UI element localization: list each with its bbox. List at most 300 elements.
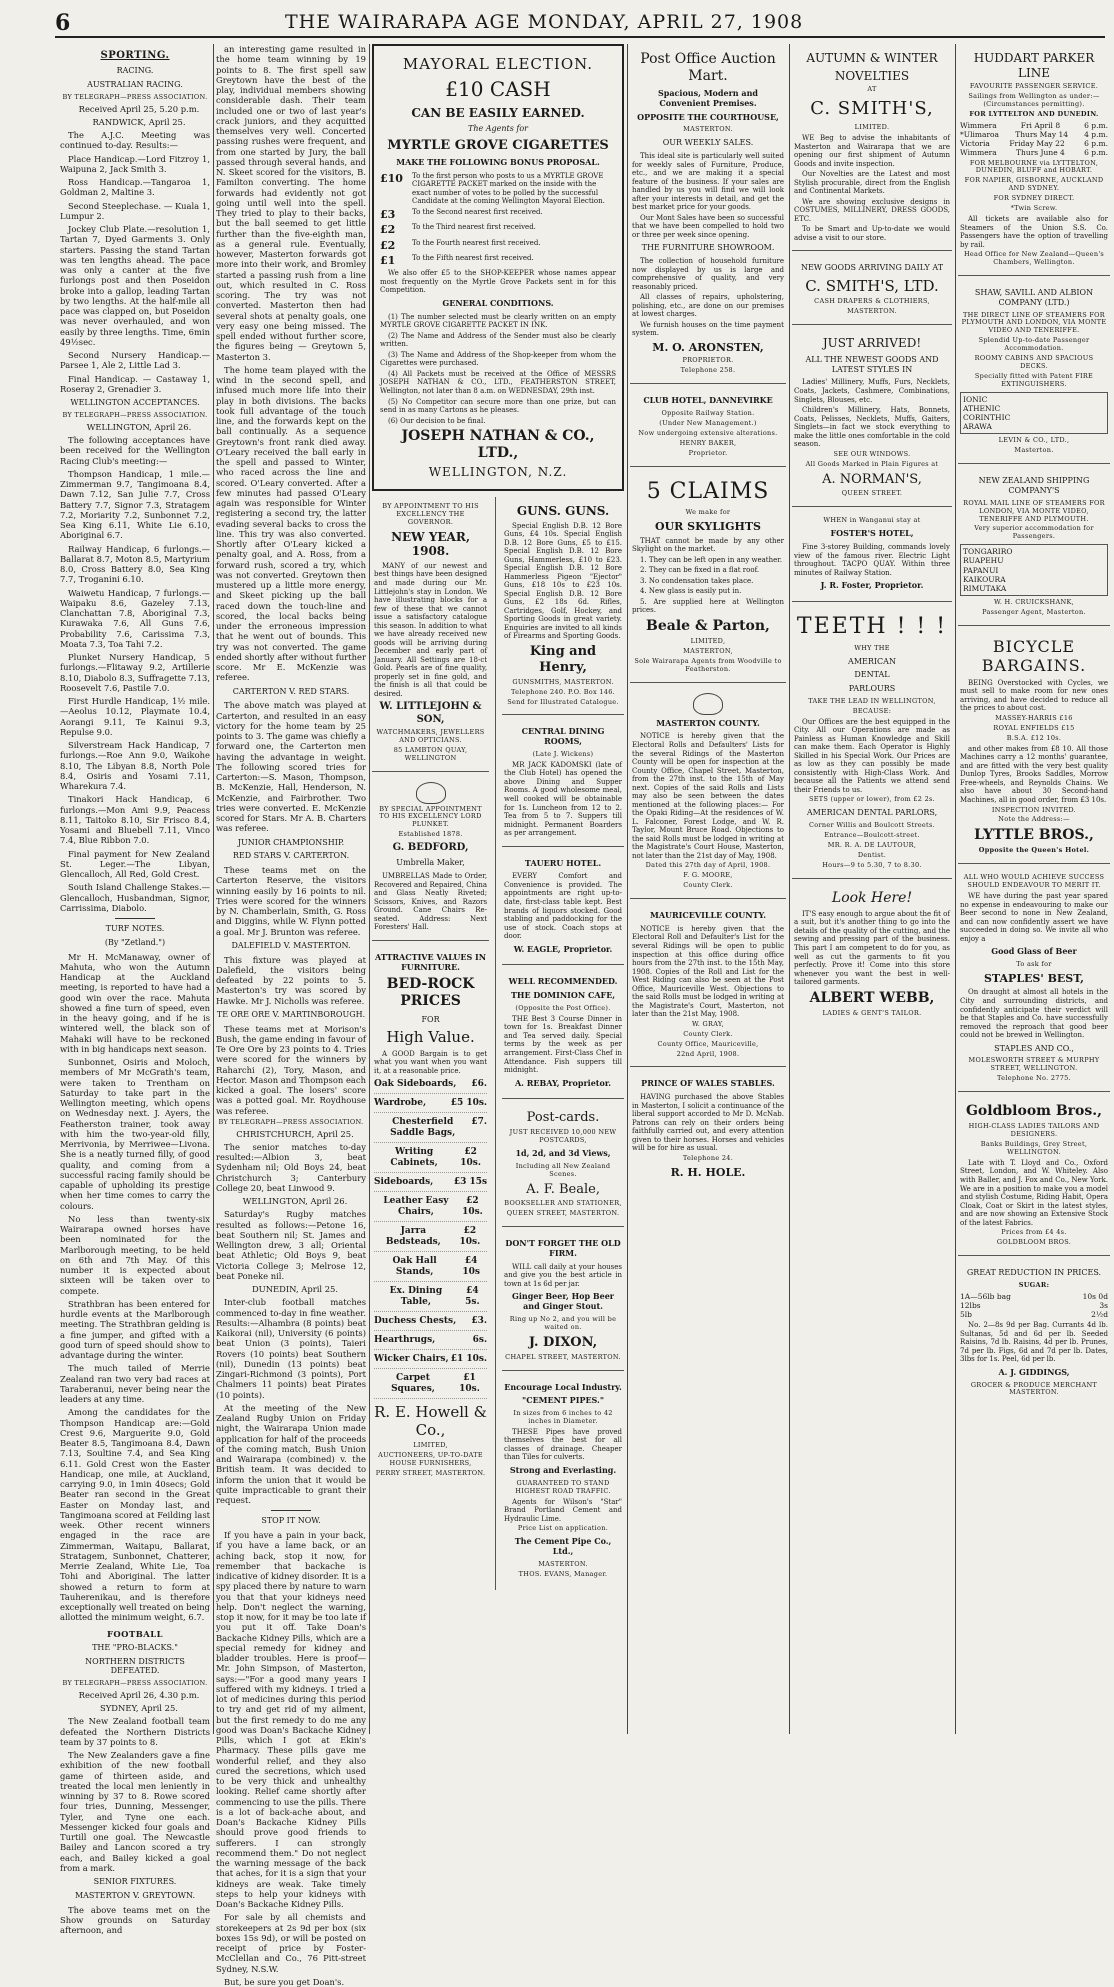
- ad-text: BOOKSELLER AND STATIONER,: [504, 1199, 622, 1208]
- item-name: Oak Sideboards,: [374, 1079, 457, 1090]
- company-name: ALBERT WEBB,: [809, 989, 935, 1006]
- column-advertisements-5: [792, 44, 952, 1734]
- ad-title: High Value.: [386, 1028, 475, 1047]
- paragraph: The above match was played at Carterton, and resulted in an easy victory for the home team by 25 points to 3. The game was chiefly a forward one, the Carterton men having the advantage in weight. The following scored tries for Carterton:—S. Mason, Thompson, B. McKenzie, Hall, Henderson, N. McKenzie, and Fairbrother. Two tries were converted. E. McKenzie scored for Stars. Mr A. B. Charters was referee.: [216, 700, 366, 834]
- ad-text: To be Smart and Up-to-date we would advise a visit to our store.: [794, 225, 950, 242]
- item-name: Duchess Chests,: [374, 1315, 457, 1326]
- ad-text: W. GRAY,: [691, 1019, 725, 1028]
- ad-text: MASTERTON,: [683, 646, 733, 655]
- paragraph: These teams met at Morison's Bush, the game ending in favour of Te Ore Ore by 23 points to 4. Tries were scored for the winners by Raharchi (2), Tory, Mason, and Hector. Mason and Thompson each kicked a goal. The losers' score was a potted goal. Mr. Roydhouse was referee.: [216, 1023, 366, 1116]
- schedule-row: [960, 121, 1108, 130]
- ad-text: Entrance—Boulcott-street.: [824, 831, 920, 840]
- company-name: G. BEDFORD,: [392, 842, 469, 854]
- item-price: £2 10s.: [460, 1147, 481, 1168]
- ad-text: MANY of our newest and best things have been designed and made during our Mr. Littlejohn's stay in London. We have illustrating blocks for a few of these that we cannot issue a satisfactory catalogue this season. In addition to what we have already received new goods will be arriving during December and early part of January. All Settings are 18-ct Gold. Pearls are of fine quality, properly set in fine gold, and the finish is all that could be desired.: [374, 561, 488, 698]
- company-name: W. LITTLEJOHN & SON,: [379, 701, 482, 725]
- dixon-ad: [502, 1231, 624, 1370]
- paragraph: The A.J.C. Meeting was continued to-day. Results:—: [60, 130, 210, 151]
- paragraph: Among the candidates for the Thompson Handicap are:—Gold Crest 9.6, Marguerite 9.0, Gold Beater 8.5, Tangimoana 8.4, Dawn 7.13, Soultine 7.4, and Sea King 6.11. Gold Crest won the Easter Handicap, one mile, at Auckland, carrying 9.0, in 1min 40secs; Gold Beater ran second in the Great Easter on Monday last, and Tangimoana scored at Feilding last week. Other recent winners engaged in the race are Zimmerman, Waitapu, Ballarat, Stratagem, Sunbonnet, Chatterer, Merrie Zealand, White Lie, Toa Tohi and Aboriginal. The latter showed a return to form at Tauherenikau, and is therefore exceptionally well treated on being allotted the minimum weight, 6.7.: [60, 1407, 210, 1623]
- ad-text: PROPRIETOR.: [682, 356, 734, 365]
- dateline: WELLINGTON, April 26.: [86, 421, 192, 432]
- company-name: M. O. ARONSTEN,: [652, 340, 764, 354]
- sail-day: Thurs May 14: [1015, 130, 1068, 140]
- paragraph: The much tailed of Merrie Zealand ran two very bad races at Taraberanui, never being near the leaders at any time.: [60, 1363, 210, 1405]
- paragraph: The above teams met on the Show grounds on Saturday afternoon, and: [60, 1904, 210, 1936]
- paragraph: Second Nursery Handicap.—Parsee 1, Ale 2, Little Lad 3.: [60, 350, 210, 371]
- ad-subhead: THE FURNITURE SHOWROOM.: [641, 243, 775, 253]
- company-name: JOSEPH NATHAN & CO., LTD.,: [401, 428, 595, 462]
- price-item: [374, 1335, 487, 1350]
- ad-subhead: OUR WEEKLY SALES.: [662, 138, 754, 148]
- ad-text: F. G. MOORE,: [683, 871, 733, 880]
- paragraph: The senior matches to-day resulted:—Albion 3, beat Sydenham nil; Old Boys 24, beat Christchurch 3; Canterbury College 20, beat Linwood 9.: [216, 1141, 366, 1193]
- ad-text: WHY THE: [854, 643, 890, 652]
- ad-title: TAUERU HOTEL.: [524, 857, 602, 868]
- ad-text: MASSEY-HARRIS £16: [995, 714, 1073, 723]
- item-price: £1 10s.: [450, 1353, 488, 1364]
- ad-text: On draught at almost all hotels in the City and surrounding districts, and confidently anticipate their verdict will be that Staples and Co. have successfully removed the reproach that good beer could not be brewed in Wellington.: [960, 988, 1108, 1040]
- dateline: RANDWICK, April 25.: [92, 116, 186, 127]
- dominion-cafe-ad: [502, 969, 624, 1099]
- ad-text: Telephone 240. P.O. Box 146.: [511, 687, 616, 696]
- ad-text: ROYAL ENFIELDS £15: [993, 723, 1075, 732]
- paragraph: Inter-club football matches commenced to-day in fine weather. Results:—Alhambra (8 points) beat Kaikorai (nil), University (6 points) beat Union (3 points), Taieri Rovers (10 points) beat Southern (nil), Dunedin (13 points) beat Zingari-Richmond (3 points), Port Chalmers 11 points) beat Pirates (10 points).: [216, 1297, 366, 1400]
- ad-text: *Twin Screw.: [1010, 204, 1058, 213]
- item-name: Writing Cabinets,: [390, 1147, 438, 1168]
- section-heading: SPORTING.: [100, 50, 170, 61]
- price-item: [374, 1286, 487, 1312]
- ad-title: NEW GOODS ARRIVING DAILY AT: [800, 263, 944, 273]
- price-list: [960, 1292, 1108, 1319]
- paragraph: The following acceptances have been received for the Wellington Racing Club's meeting:—: [60, 435, 210, 466]
- column-rule: [955, 44, 956, 1734]
- paragraph: Waiwetu Handicap, 7 furlongs.—Waipaku 8.6, Gazeley 7.13, Clanchattan 7.8, Aboriginal 7.3, Kurawaka 7.6, All Guns 7.6, Probability 7.6, Carissima 7.3, Moata 7.3, Toa Tahi 7.2.: [60, 587, 210, 649]
- ad-text: Masterton.: [1014, 446, 1054, 455]
- company-name: J. DIXON,: [528, 1334, 598, 1350]
- paragraph: Final payment for New Zealand St. Leger.—The Libyan, Glencalloch, All Red, Gold Crest.: [60, 848, 210, 880]
- ad-text: and other makes from £8 10. All those Machines carry a 12 months' guarantee, and are fitted with the very best quality Dunlop Tyres, Brooks Saddles, Morrow Free-wheels, and Reynolds Chains. We also have about 30 Second-hand Machines, all in good order, from £3 10s.: [960, 744, 1108, 804]
- prize-row: [380, 254, 616, 267]
- item-price: £4 5s.: [465, 1285, 480, 1307]
- guns-ad: [502, 497, 624, 716]
- ad-text: 1d, 2d, and 3d Views,: [515, 1148, 611, 1159]
- ad-text: AUCTIONEERS, UP-TO-DATE HOUSE FURNISHERS,: [378, 1451, 483, 1467]
- ad-title: PRINCE OF WALES STABLES.: [641, 1078, 775, 1089]
- item-name: Jarra Bedsteads,: [385, 1225, 441, 1247]
- ad-text: LADIES & GENT'S TAILOR.: [822, 1008, 922, 1017]
- ad-subhead: PARLOURS: [848, 684, 896, 694]
- ad-subhead: DENTAL: [854, 670, 890, 680]
- ad-title: NOVELTIES: [834, 68, 910, 83]
- huddart-parker-ad: [958, 44, 1110, 276]
- ad-text: FOR: [421, 1014, 440, 1024]
- sub-heading: CARTERTON V. RED STARS.: [232, 686, 350, 696]
- company-name: King and Henry,: [529, 643, 597, 675]
- prize-text: To the Second nearest first received.: [412, 207, 543, 216]
- ad-text: INSPECTION INVITED.: [991, 805, 1077, 814]
- price-item: [374, 1316, 487, 1331]
- sub-heading: STOP IT NOW.: [261, 1516, 321, 1526]
- ad-text: The Agents for: [467, 124, 528, 134]
- club-hotel-ad: [630, 388, 786, 466]
- ship-name: Wimmera: [960, 148, 997, 158]
- ad-subhead: MAKE THE FOLLOWING BONUS PROPOSAL.: [396, 156, 600, 167]
- column-advertisements-3: [372, 44, 624, 1734]
- item-price: £1 10s.: [459, 1372, 480, 1394]
- prize-amount: £3: [380, 207, 396, 221]
- paragraph: The New Zealanders gave a fine exhibition of the new football game of thirteen aside, and treated the local men leniently in winning by 37 to 8. Rowe scored four tries, Dunning, Messenger, Tyler, and Tyne one each. Messenger kicked four goals and Turtill one goal. The Newcastle Bailey and Lancon scored a try each, and Bailey kicked a goal from a mark.: [60, 1750, 210, 1873]
- ad-text: Our Mont Sales have been so successful that we have been compelled to hold two or three per week since opening.: [632, 213, 784, 239]
- ad-text: HENRY BAKER,: [679, 438, 737, 447]
- ad-subhead: SUGAR:: [1018, 1280, 1050, 1289]
- ship-name: IONIC: [963, 394, 988, 404]
- price-item: [374, 1196, 487, 1222]
- ad-title: MASTERTON COUNTY.: [656, 717, 760, 728]
- cement-pipes-ad: [502, 1375, 624, 1587]
- price-item: [960, 1292, 1108, 1301]
- paragraph: Tinakori Hack Handicap, 6 furlongs.—Mon Ami 9.9, Peacess 8.11, Taitoko 8.10, Sir Frisco 8.4, Yosami and Bluebell 7.11, Vinco 7.4, Blue Ribbon 7.0.: [60, 794, 210, 846]
- ship-name: PAPANUI: [963, 565, 999, 575]
- company-city: WELLINGTON, N.Z.: [428, 465, 568, 480]
- ad-title: DON'T FORGET THE OLD FIRM.: [505, 1238, 621, 1259]
- column-sporting: [60, 44, 210, 1936]
- ad-text: NOTICE is hereby given that the Electoral Rolls and Defaulters' Lists for the several Ridings of the Masterton County will be open for inspection at the County Office, Chapel Street, Masterton, from the 27th inst. to the 15th of May next. Copies of the said Rolls and Lists may also be seen between the dates mentioned at the following places:— For the Opaki Riding—At the residences of W. L. Falconer, Forest Lodge, and W. R. Taylor, Mount Bruce Road. Objections to the said Rolls must be lodged in writing at the Magistrate's Court House, Masterton, not later than the 21st day of May, 1908.: [632, 732, 784, 860]
- conditions-list: [380, 313, 616, 425]
- masthead-title: THE WAIRARAPA AGE MONDAY, APRIL 27, 1908: [285, 11, 804, 33]
- sub-heading: SENIOR FIXTURES.: [93, 1877, 177, 1887]
- ship-name: Wimmera: [960, 120, 997, 130]
- ad-text: All Goods Marked in Plain Figures at: [805, 459, 939, 468]
- company-name: STAPLES AND CO.,: [994, 1043, 1074, 1053]
- ad-text: County Office, Mauriceville,: [657, 1039, 759, 1048]
- proprietor: A. REBAY, Proprietor.: [514, 1077, 612, 1088]
- item-price: £6.: [471, 1079, 488, 1090]
- ship-name: CORINTHIC: [963, 413, 1011, 423]
- ad-title: BICYCLE BARGAINS.: [981, 636, 1087, 676]
- prize-amount: £2: [380, 223, 396, 237]
- ad-subhead: AMERICAN DENTAL PARLORS,: [806, 808, 938, 818]
- ad-text: Dated this 27th day of April, 1908.: [645, 861, 771, 870]
- ship-list: [960, 392, 1108, 435]
- ad-text: Sole Wairarapa Agents from Woodville to Featherston.: [634, 656, 782, 673]
- ad-text: HAVING purchased the above Stables in Masterton, I solicit a continuance of the liberal support accorded to Mr D. McNab. Patrons can rely on their orders being faithfully carried out, and every attention given to their horses. Horses and vehicles will be for hire as usual.: [632, 1093, 784, 1153]
- price-item: [960, 1310, 1108, 1319]
- claim-item: 1. They can be left open in any weather.: [640, 555, 783, 564]
- company-name: A. F. Beale,: [526, 1181, 600, 1197]
- ad-title: BED-ROCK PRICES: [386, 976, 475, 1010]
- claim-item: 2. They can be fixed in a flat roof.: [640, 566, 760, 575]
- column-rule: [789, 44, 790, 1734]
- ad-text: Corner Willis and Boulcott Streets.: [809, 821, 935, 830]
- price-item: [374, 1256, 487, 1282]
- ad-title: NEW YEAR, 1908.: [391, 529, 471, 559]
- company-name: Goldbloom Bros.,: [965, 1103, 1103, 1120]
- dateline: DUNEDIN, April 25.: [251, 1284, 339, 1295]
- sub-heading: THE "PRO-BLACKS.": [92, 1642, 178, 1652]
- paragraph: The New Zealand football team defeated the Northern Districts team by 37 points to 8.: [60, 1716, 210, 1747]
- item-name: 12lbs: [960, 1300, 981, 1310]
- ad-text: MOLESWORTH STREET & MURPHY STREET, WELLINGTON.: [968, 1056, 1100, 1073]
- company-name: A. J. GIDDINGS,: [998, 1366, 1070, 1377]
- item-name: Wardrobe,: [374, 1098, 427, 1109]
- paragraph: At the meeting of the New Zealand Rugby Union on Friday night, the Wairarapa Union made application for half of the proceeds of the coming match, Bush Union and Wairarapa (combined) v. the British team. It was decided to inform the union that it would be quite impracticable to grant their request.: [216, 1402, 366, 1506]
- item-price: £5 10s.: [450, 1098, 488, 1109]
- claim-item: 4. New glass is easily put in.: [640, 587, 742, 596]
- ad-subhead: FOR NAPIER, GISBORNE, AUCKLAND AND SYDNEY.: [964, 176, 1104, 193]
- ad-text: We are showing exclusive designs in COSTUMES, MILLINERY, DRESS GOODS, ETC.: [794, 197, 950, 223]
- ad-text: UMBRELLAS Made to Order, Recovered and Repaired, China and Glass Neatly Riveted; Scissors, Knives, and Razors Ground. Cane Chairs Re-seated. Address: Next Foresters' Hall.: [374, 872, 488, 932]
- ship-name: ATHENIC: [963, 403, 1001, 413]
- dining-rooms-ad: [502, 719, 624, 846]
- smith-new-goods-ad: [792, 255, 952, 325]
- ad-text: (Under New Management.): [659, 418, 757, 427]
- sail-time: 6 p.m.: [1084, 139, 1108, 149]
- ship-name: TONGARIRO: [963, 547, 1013, 557]
- item-price: £3 15s: [453, 1176, 488, 1187]
- item-name: Sideboards,: [374, 1176, 434, 1187]
- byline: BY TELEGRAPH—PRESS ASSOCIATION.: [62, 1679, 208, 1688]
- byline: BY TELEGRAPH—PRESS ASSOCIATION.: [62, 410, 208, 419]
- ad-title: Post Office Auction Mart.: [640, 51, 776, 85]
- brand-name: STAPLES' BEST,: [983, 972, 1085, 986]
- dateline: CHRISTCHURCH, April 25.: [236, 1128, 354, 1139]
- postcards-ad: [502, 1103, 624, 1227]
- paragraph: For sale by all chemists and storekeepers at 2s 9d per box (six boxes 15s 9d), or will be posted on receipt of price by Foster-McClellan and Co., 76 Pitt-street Sydney, N.S.W.: [216, 1912, 366, 1974]
- ad-text: Telephone No. 2775.: [997, 1074, 1071, 1083]
- ad-text: THOS. EVANS, Manager.: [518, 1569, 608, 1578]
- prize-text: To the first person who posts to us a MYRTLE GROVE CIGARETTE PACKET marked on the inside with the exact number of votes to be polled by the successful Candidate at the coming Wellington Mayoral Election.: [412, 171, 605, 206]
- ad-text: We make for: [685, 508, 731, 517]
- ad-text: Opposite the Queen's Hotel.: [978, 846, 1090, 855]
- ad-text: MR. R. A. DE LAUTOUR,: [827, 841, 917, 849]
- sub-heading: MASTERTON V. GREYTOWN.: [74, 1890, 196, 1900]
- paragraph: Plunket Nursery Handicap, 5 furlongs.—Flitaway 9.2, Artillerie 8.10, Diabolo 8.3, Suffragette 7.13, Roosevelt 7.6, Pastile 7.0.: [60, 652, 210, 693]
- ad-text: Very superior accommodation for Passengers.: [974, 524, 1094, 541]
- item-price: £3.: [471, 1315, 488, 1326]
- dateline: WELLINGTON, April 26.: [242, 1196, 348, 1207]
- skylights-ad: [630, 471, 786, 683]
- company-name: C. SMITH'S, LTD.: [805, 277, 939, 296]
- sail-day: Thurs June 4: [1016, 148, 1065, 158]
- ad-text: Head Office for New Zealand—Queen's Chambers, Wellington.: [963, 250, 1105, 267]
- prize-text: To the Fifth nearest first received.: [412, 254, 534, 263]
- ad-text: Established 1878.: [398, 830, 463, 839]
- ad-text: Note the Address:—: [998, 815, 1070, 824]
- ad-text: CHAPEL STREET, MASTERTON.: [505, 1352, 621, 1361]
- ad-title: FOSTER'S HOTEL,: [830, 528, 914, 539]
- ad-text: BEING Overstocked with Cycles, we must sell to make room for new ones arriving, and have decided to reduce all the prices to about cost.: [960, 678, 1108, 713]
- ad-title: Look Here!: [831, 889, 913, 906]
- ad-text: NOTICE is hereby given that the Electoral Roll and Defaulter's List for the several Ridings will be open to public inspection at this office during office hours from the 27th inst. to the 15th May, 1908. Copies of the Roll and List for the West Riding can also be seen at the Post Office, Mauriceville West. Objections to the said Rolls must be lodged in writing at the Magistrate's Court, Masterton, not later than the 21st May, 1908.: [632, 924, 784, 1019]
- sub-heading: DALEFIELD V. MASTERTON.: [231, 940, 351, 950]
- ship-name: KAIKOURA: [963, 574, 1006, 584]
- ad-text: Banks Buildings, Grey Street, WELLINGTON.: [980, 1140, 1088, 1156]
- prize-amount: £10: [380, 171, 403, 185]
- ad-subhead: WELL RECOMMENDED.: [508, 976, 618, 987]
- paragraph: Saturday's Rugby matches resulted as follows:—Petone 16, beat Southern nil; St. James and Wellington drew, 3 all; Oriental beat Athletic; Old Boys 9, beat Victoria College 3; Melrose 12, beat Poneke nil.: [216, 1209, 366, 1281]
- claim-item: 5. Are supplied here at Wellington prices.: [632, 597, 784, 615]
- paragraph: No less than twenty-six Wairarapa owned horses have been nominated for the Marlborough meeting, to be held on 6th and 7th May. Of this number it is expected about sixteen will be taken over to compete.: [60, 1213, 210, 1296]
- page-number: 6: [55, 10, 71, 36]
- norman-ad: [792, 329, 952, 507]
- ad-text: Fine 3-storey Building, commands lovely view of the famous river. Electric Light throughout. TACPO QUAY. Within three minutes of Railway Station.: [794, 542, 950, 577]
- byline: BY TELEGRAPH—PRESS ASSOCIATION.: [218, 1117, 364, 1126]
- ad-text: W. H. CRUICKSHANK,: [993, 598, 1075, 607]
- royal-crest-icon: [416, 782, 446, 804]
- paragraph: Sunbonnet, Osiris and Moloch, members of Mr McGrath's team, were taken to Trentham on Saturday to take part in the Wellington meeting, which opens on Wednesday next. J. Ayers, the Featherston trainer, took away with him the two-year-old filly, Merrivonia, by Merriwee—Livona. She is a neatly turned filly, of good quality, and coming from a successful racing family should be capable of upholding its prestige when her time comes to carry the colours.: [60, 1057, 210, 1211]
- paragraph: Final Handicap. — Castaway 1, Roseray 2, Grenadier 3.: [60, 373, 210, 394]
- ad-text: LIMITED,: [413, 1441, 448, 1450]
- ad-text: JUST RECEIVED 10,000 NEW POSTCARDS,: [509, 1128, 617, 1145]
- sub-heading: TE ORE ORE V. MARTINBOROUGH.: [216, 1009, 366, 1019]
- ad-subhead: CAN BE EASILY EARNED.: [411, 105, 585, 120]
- company-name: Beale & Parton,: [646, 617, 770, 634]
- schedule-row: [960, 148, 1108, 157]
- paragraph: Ross Handicap.—Tangaroa 1, Goldman 2, Maltine 3.: [60, 177, 210, 198]
- ad-text: Splendid Up-to-date Passenger Accommodation.: [978, 336, 1090, 353]
- foster-hotel-ad: [792, 511, 952, 602]
- ad-text: Prices from £4 4s.: [1001, 1228, 1067, 1237]
- ad-text: WE Beg to advise the inhabitants of Masterton and Wairarapa that we are opening our first shipment of Autumn Goods and invite inspection.: [794, 134, 950, 168]
- company-name: The Cement Pipe Co., Ltd.,: [514, 1536, 612, 1556]
- ad-text: Late with T. Lloyd and Co., Oxford Street, London, and W. Whiteley. Also with Baller, and J. Fox and Co., New York. We are in a position to make you a model and stylish Costume, Riding Habit, Opera Cloak, Coat or Skirt in the latest styles, and are now showing an Extensive Stock of the latest Fabrics.: [960, 1158, 1108, 1227]
- coat-of-arms-icon: [693, 693, 723, 715]
- item-price: £2 10s.: [459, 1225, 481, 1247]
- paragraph: This fixture was played at Dalefield, the visitors being defeated by 22 points to 5. Masterton's try was scored by Hawke. Mr J. Nicholls was referee.: [216, 954, 366, 1006]
- ship-name: RUAPEHU: [963, 556, 1004, 566]
- paragraph: First Hurdle Handicap, 1½ mile.—Aeolus 10.12, Playmate 10.4, Aorangi 9.11, Te Kainui 9.3, Repulse 9.0.: [60, 696, 210, 737]
- ad-text: GUARANTEED TO STAND HIGHEST ROAD TRAFFIC.: [515, 1478, 611, 1495]
- column-rule: [627, 44, 628, 1734]
- schedule-row: [960, 130, 1108, 139]
- ad-text: 85 LAMBTON QUAY, WELLINGTON: [393, 745, 468, 762]
- ship-name: RIMUTAKA: [963, 583, 1007, 593]
- ad-text: A GOOD Bargain is to get what you want when you want it, at a reasonable price.: [374, 1049, 488, 1075]
- paragraph: Second Steeplechase. — Kuala 1, Lumpur 2.: [60, 200, 210, 221]
- ad-subhead: GENERAL CONDITIONS.: [442, 298, 554, 309]
- ad-subhead: OUR SKYLIGHTS: [654, 520, 761, 534]
- price-item: [374, 1147, 487, 1173]
- sub-heading: TURF NOTES.: [105, 924, 165, 934]
- item-name: Leather Easy Chairs,: [383, 1195, 449, 1217]
- price-item: [374, 1373, 487, 1399]
- giddings-ad: [958, 1260, 1110, 1405]
- ad-title: 5 CLAIMS: [646, 478, 770, 504]
- dateline: SYDNEY, April 25.: [100, 1703, 178, 1714]
- column-football: [216, 44, 366, 1987]
- ad-title: "CEMENT PIPES.": [522, 1395, 604, 1406]
- item-name: Chesterfield Saddle Bags,: [390, 1117, 456, 1139]
- ad-title: GREAT REDUCTION IN PRICES.: [966, 1268, 1102, 1278]
- sub-heading: NORTHERN DISTRICTS DEFEATED.: [85, 1656, 185, 1676]
- ad-text: SEE OUR WINDOWS.: [833, 449, 911, 458]
- ad-text: LIMITED.: [854, 123, 890, 132]
- claims-list: [632, 556, 784, 615]
- ad-subhead: FOR MELBOURNE via LYTTELTON, DUNEDIN, BLUFF and HOBART.: [969, 158, 1099, 175]
- ad-text: THAT cannot be made by any other Skylight on the market.: [632, 536, 784, 554]
- masterton-county-notice: [630, 687, 786, 899]
- ad-title: GUNS. GUNS.: [516, 503, 610, 518]
- company-name: R. H. HOLE.: [670, 1165, 746, 1179]
- littlejohn-ad: [372, 497, 489, 772]
- ad-text: Passenger Agent, Masterton.: [982, 607, 1086, 616]
- ad-title: Post-cards.: [526, 1110, 600, 1126]
- ad-text: Agents for Wilson's "Star" Brand Portland Cement and Hydraulic Lime.: [504, 1497, 622, 1523]
- condition-item: (2) The Name and Address of the Sender must also be clearly written.: [380, 331, 616, 349]
- ad-text: THE Best 3 Course Dinner in town for 1s. Breakfast Dinner and Tea served daily. Special terms by the week as per arrangement. First-Class Chef in Attendance. Fish suppers till midnight.: [504, 1014, 622, 1075]
- column-advertisements-6: [958, 44, 1110, 1734]
- ad-text: OPPOSITE THE COURTHOUSE,: [637, 111, 779, 122]
- taueru-hotel-ad: [502, 851, 624, 966]
- ad-text: MASTERTON.: [683, 125, 733, 134]
- ad-text: Price List on application.: [517, 1524, 609, 1533]
- sub-heading: RACING.: [116, 66, 154, 76]
- ad-title: CENTRAL DINING ROOMS,: [521, 726, 605, 747]
- byline: BY TELEGRAPH—PRESS ASSOCIATION.: [62, 92, 208, 101]
- ad-text: B.S.A. £12 10s.: [1006, 733, 1062, 742]
- ship-list: [960, 544, 1108, 596]
- ad-text: TAKE THE LEAD IN WELLINGTON,: [808, 696, 936, 705]
- price-item: [374, 1079, 487, 1094]
- paragraph: Received April 26, 4.30 p.m.: [78, 1689, 200, 1700]
- price-item: [374, 1177, 487, 1192]
- sub-heading: RED STARS V. CARTERTON.: [232, 851, 350, 861]
- column-rule: [369, 44, 370, 1734]
- ad-text: QUEEN STREET.: [841, 489, 903, 498]
- paragraph: Railway Handicap, 6 furlongs.—Ballarat 8.7, Moton 8.5, Martyrium 8.0, Cross Battery 8.0, Sea King 7.7, Troganini 6.10.: [60, 543, 210, 585]
- ad-text: BECAUSE:: [852, 706, 892, 715]
- prize-list: [380, 172, 616, 268]
- prize-amount: £2: [380, 238, 396, 252]
- ad-title: MAYORAL ELECTION.: [402, 55, 594, 73]
- ad-text: BY SPECIAL APPOINTMENT TO HIS EXCELLENCY LORD PLUNKET.: [379, 804, 482, 829]
- ad-text: MASTERTON.: [538, 1559, 588, 1568]
- prize-text: To the Third nearest first received.: [412, 223, 536, 232]
- price-item: [374, 1117, 487, 1143]
- price-item: [374, 1098, 487, 1113]
- ad-text: Special English D.B. 12 Bore Guns, £4 10s. Special English D.B. 12 Bore Guns, £5 to £15. Special English D.B. 12 Bore Guns, Hammerless, £10 to £23. Special English D.B. 12 Bore Hammerless Pigeon "Ejector" Guns, £18 10s to £23 10s. Special English D.B. 12 Bore Guns, £2 18s 6d. Rifles, Cartridges, Golf, Hockey, and Sporting Goods in great variety. Enquiries are invited to all kinds of Firearms and Sporting Goods.: [504, 521, 622, 641]
- prize-row: [380, 208, 616, 221]
- ad-title: MAURICEVILLE COUNTY.: [649, 910, 767, 921]
- price-item: [374, 1354, 487, 1369]
- ad-text: County Clerk.: [683, 1029, 733, 1038]
- brand-name: MYRTLE GROVE CIGARETTES: [387, 138, 609, 154]
- ad-text: Opposite Railway Station.: [661, 408, 755, 417]
- item-price: 3s: [1099, 1300, 1108, 1310]
- ad-headline: £10 CASH: [445, 77, 551, 102]
- paragraph: an interesting game resulted in the home team winning by 19 points to 8. The first spell saw Greytown have the best of the play, individual members showing considerable dash. Their team included one or two of last year's crack juniors, and they acquitted themselves very well. Concerted passing rushes were frequent, and from one started by Jury, the ball passed through several hands, and N. Skeet scored for the visitors, B. Familton converting. The home forwards had evidently not got going until well into the spell. They tried to play to their backs, but the ball seemed to get little further than the five-eighth man, as a general rule. Eventually, however, Masterton forwards got more into their work, and Bromley started a passing rush from a line out, which resulted in C. Ross scoring. The try was not converted. Masterton then had several shots at penalty goals, one very easy one being missed. The spell ended without further score, the figures being — Greytown 5, Masterton 3.: [216, 44, 366, 362]
- ad-text: Our Offices are the best equipped in the City. All our Operations are made as Painless as Human Knowledge and Skill can make them. Each Operator is Highly Skilled in his Special Work. Our Prices are as low as they can possibly be made consistently with High-Class Work. And because all the Patients we attend send their Friends to us.: [794, 717, 950, 794]
- ad-text: WE have during the past year spared no expense in endeavouring to make our Beer second to none in New Zealand, and can now confidently assert we have succeeded in doing so. We invite all who enjoy a: [960, 892, 1108, 943]
- ad-text: LEVIN & CO., LTD.,: [998, 436, 1070, 445]
- prize-amount: £1: [380, 254, 396, 268]
- item-name: 1A—56lb bag: [960, 1291, 1011, 1301]
- claim-item: 3. No condensation takes place.: [640, 576, 754, 585]
- item-price: 2½d: [1091, 1309, 1108, 1319]
- ad-text: Proprietor.: [688, 448, 728, 457]
- item-name: Carpet Squares,: [391, 1372, 435, 1394]
- ad-subhead: FOR LYTTELTON AND DUNEDIN.: [969, 110, 1099, 119]
- company-name: R. E. Howell & Co.,: [374, 1402, 487, 1439]
- company-name: LYTTLE BROS.,: [974, 827, 1094, 844]
- ad-text: GUNSMITHS, MASTERTON.: [512, 677, 614, 686]
- paragraph: These teams met on the Carterton Reserve, the visitors winning easily by 16 points to nil. Tries were scored for the winners by N. Chamberlain, Smith, G. Ross and Diggins, while W. Flynn potted a goal. Mr J. Brunton was referee.: [216, 865, 366, 937]
- ad-text: IT'S easy enough to argue about the fit of a suit, but it's another thing to go into the details of the quality of the cutting, and the sewing and pressing part of the business. This part I am competent to do for you, as well as cut the garments to fit you perfectly. Prove it! Come into this store whenever you want the best in well-tailored garments.: [794, 909, 950, 987]
- ad-subhead: AMERICAN: [848, 656, 896, 666]
- sail-time: 6 p.m.: [1084, 120, 1108, 130]
- ad-text: Including all New Zealand Scenes.: [515, 1161, 611, 1178]
- item-name: Wicker Chairs,: [374, 1353, 449, 1364]
